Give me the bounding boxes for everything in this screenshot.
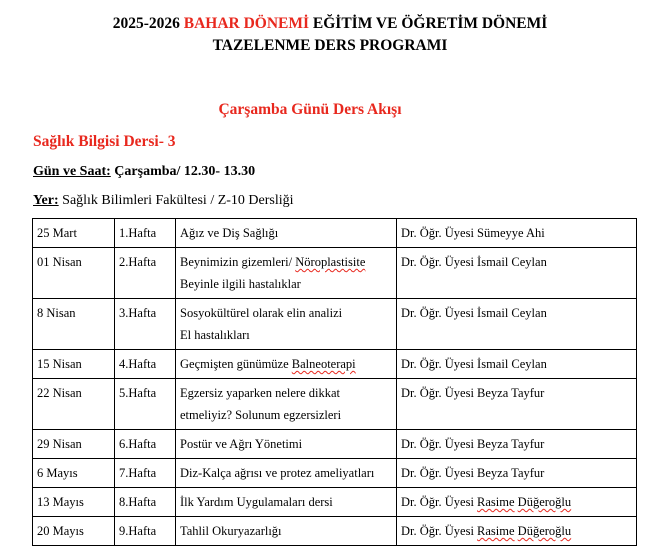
week-cell: 7.Hafta	[115, 459, 176, 488]
date-cell: 13 Mayıs	[33, 488, 115, 517]
topic-line: etmeliyiz? Solunum egzersizleri	[180, 408, 342, 422]
spellcheck-word: Düğeroğlu	[517, 495, 572, 509]
lecturer-cell	[397, 219, 637, 248]
lecturer-cell	[397, 350, 637, 379]
table-row	[33, 350, 637, 379]
topic-cell: İlk Yardım Uygulamaları dersi	[176, 488, 397, 517]
topic-cell	[176, 379, 397, 430]
topic-line: Beyinle ilgili hastalıklar	[180, 277, 301, 291]
lecturer-title: Dr. Öğr. Üyesi	[401, 524, 474, 538]
topic-cell	[176, 350, 397, 379]
lecturer-cell	[397, 299, 637, 350]
topic-cell: Diz-Kalça ağrısı ve protez ameliyatları	[176, 459, 397, 488]
date-cell: 20 Mayıs	[33, 517, 115, 546]
week-cell: 9.Hafta	[115, 517, 176, 546]
topic-line: El hastalıkları	[180, 328, 250, 342]
lecturer-cell	[397, 248, 637, 299]
lecturer-name: İsmail Ceylan	[477, 255, 547, 269]
document-title	[0, 14, 660, 34]
table-row	[33, 459, 637, 488]
table-row	[33, 299, 637, 350]
lecturer-cell	[397, 430, 637, 459]
date-cell: 22 Nisan	[33, 379, 115, 430]
lecturer-name: Beyza Tayfur	[477, 466, 545, 480]
schedule-table	[32, 218, 637, 546]
day-title: Çarşamba Günü Ders Akışı	[218, 101, 402, 118]
table-row	[33, 248, 637, 299]
place-label: Yer:	[33, 193, 59, 208]
table-row	[33, 488, 637, 517]
date-cell: 01 Nisan	[33, 248, 115, 299]
topic-cell	[176, 248, 397, 299]
topic-line	[180, 251, 391, 273]
course-place	[33, 193, 294, 209]
week-cell: 4.Hafta	[115, 350, 176, 379]
topic-text: Beynimizin gizemleri/	[180, 255, 296, 269]
topic-line: Sosyokültürel olarak elin analizi	[180, 306, 343, 320]
date-cell: 25 Mart	[33, 219, 115, 248]
topic-cell: Postür ve Ağrı Yönetimi	[176, 430, 397, 459]
week-cell: 3.Hafta	[115, 299, 176, 350]
title-year: 2025-2026	[112, 15, 180, 32]
lecturer-cell	[397, 459, 637, 488]
table-row	[33, 379, 637, 430]
place-value: Sağlık Bilimleri Fakültesi / Z-10 Dersliği	[62, 193, 294, 208]
date-cell: 15 Nisan	[33, 350, 115, 379]
course-time	[33, 164, 255, 180]
date-cell: 8 Nisan	[33, 299, 115, 350]
date-cell: 6 Mayıs	[33, 459, 115, 488]
week-cell: 2.Hafta	[115, 248, 176, 299]
week-cell: 1.Hafta	[115, 219, 176, 248]
table-row	[33, 517, 637, 546]
lecturer-name: İsmail Ceylan	[477, 357, 547, 371]
document-subtitle: TAZELENME DERS PROGRAMI	[212, 37, 448, 54]
course-title: Sağlık Bilgisi Dersi- 3	[33, 133, 176, 150]
spellcheck-word: Düğeroğlu	[517, 524, 572, 538]
lecturer-name: İsmail Ceylan	[477, 306, 547, 320]
title-rest: EĞİTİM VE ÖĞRETİM DÖNEMİ	[312, 15, 548, 32]
lecturer-name: Beyza Tayfur	[477, 437, 545, 451]
lecturer-name: Beyza Tayfur	[477, 386, 545, 400]
table-row	[33, 219, 637, 248]
time-label: Gün ve Saat:	[33, 164, 111, 179]
table-row	[33, 430, 637, 459]
lecturer-title: Dr. Öğr. Üyesi	[401, 495, 474, 509]
week-cell: 6.Hafta	[115, 430, 176, 459]
title-term: BAHAR DÖNEMİ	[183, 15, 310, 32]
lecturer-title: Dr. Öğr. Üyesi	[401, 255, 474, 269]
spellcheck-word: Balneoterapi	[291, 357, 356, 371]
lecturer-title: Dr. Öğr. Üyesi	[401, 226, 474, 240]
topic-text: Geçmişten günümüze	[180, 357, 292, 371]
week-cell: 5.Hafta	[115, 379, 176, 430]
lecturer-cell	[397, 488, 637, 517]
lecturer-title: Dr. Öğr. Üyesi	[401, 386, 474, 400]
lecturer-title: Dr. Öğr. Üyesi	[401, 306, 474, 320]
spellcheck-word: Nöroplastisite	[295, 255, 366, 269]
spellcheck-word: Rasime	[477, 524, 515, 538]
week-cell: 8.Hafta	[115, 488, 176, 517]
time-value: Çarşamba/ 12.30- 13.30	[114, 164, 256, 179]
date-cell: 29 Nisan	[33, 430, 115, 459]
lecturer-cell	[397, 517, 637, 546]
spellcheck-word: Rasime	[477, 495, 515, 509]
lecturer-title: Dr. Öğr. Üyesi	[401, 357, 474, 371]
lecturer-name: Sümeyye Ahi	[477, 226, 545, 240]
topic-cell: Tahlil Okuryazarlığı	[176, 517, 397, 546]
topic-line: Egzersiz yaparken nelere dikkat	[180, 386, 340, 400]
topic-cell: Ağız ve Diş Sağlığı	[176, 219, 397, 248]
topic-cell	[176, 299, 397, 350]
lecturer-title: Dr. Öğr. Üyesi	[401, 466, 474, 480]
lecturer-title: Dr. Öğr. Üyesi	[401, 437, 474, 451]
lecturer-cell	[397, 379, 637, 430]
